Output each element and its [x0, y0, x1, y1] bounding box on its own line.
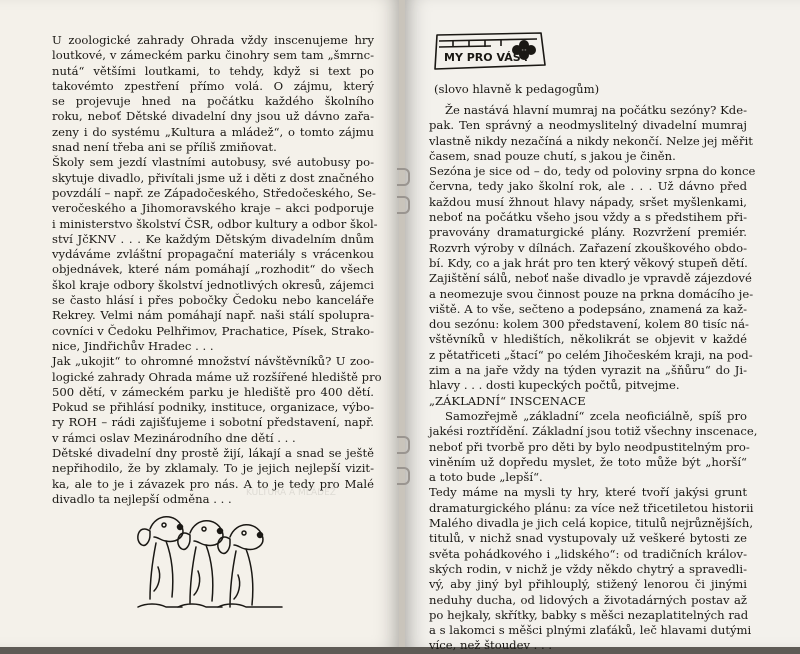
text-line: takovémto zpestření přímo volá. O zájmu, který: [52, 78, 374, 93]
text-line: viněním už dopředu myslet, že toto může být „horší“: [429, 454, 747, 469]
text-line: i ministerstvo školství ČSR, odbor kultury a odbor škol-: [52, 216, 378, 231]
left-page-text: [52, 33, 382, 507]
text-line: divadlo ta nejlepší odměna . . .: [52, 491, 232, 506]
text-line: snad není třeba ani se příliš zmiňovat.: [52, 140, 277, 155]
paragraph: [52, 446, 374, 507]
text-line: Rekrey. Velmi nám pomáhají např. naši stálí spolupra-: [52, 308, 374, 323]
text-line: logické zahrady Ohrada máme už rozšířené hlediště pro: [52, 369, 382, 384]
paragraph: [52, 33, 374, 155]
text-line: roku, neboť Dětské divadelní dny jsou už dávno zařa-: [52, 109, 374, 124]
text-line: zim a na jaře vždy na týden vyrazit na „šňůru“ do Ji-: [429, 363, 747, 378]
text-line: titulů, v nichž snad vystupovaly už veškeré bytosti ze: [429, 531, 747, 546]
paragraph: [429, 103, 753, 164]
text-line: z pětatřiceti „štací“ po celém Jihočeském kraji, na pod-: [429, 347, 753, 362]
section-subtitle: (slovo hlavně k pedagogům): [434, 82, 600, 96]
paragraph: [52, 354, 382, 446]
staple-icon: [397, 196, 410, 214]
text-line: dramaturgického plánu: za více než třicetiletou historii: [429, 500, 754, 515]
text-line: a toto bude „lepší“.: [429, 470, 543, 485]
text-line: jakési roztřídění. Základní jsou totiž všechny inscenace,: [429, 424, 758, 439]
text-line: škol kraje odbory školství jednotlivých okresů, zájemci: [52, 277, 374, 292]
staple-icon: [397, 467, 410, 485]
text-line: Samozřejmě „základní“ zcela neoficiálně, spíš pro: [445, 408, 747, 423]
text-line: Sezóna je sice od – do, tedy od poloviny srpna do konce: [429, 164, 756, 179]
text-line: covníci v Čedoku Pelhřimov, Prachatice, Písek, Strako-: [52, 323, 374, 338]
text-line: Pokud se přihlásí podniky, instituce, organizace, výbo-: [52, 400, 374, 415]
staple-icon: [397, 436, 410, 454]
show-through-heading: KULTURA A MLÁDEŽ: [246, 488, 336, 498]
text-line: v rámci oslav Mezinárodního dne dětí . . .: [52, 430, 296, 445]
text-line: světa pohádkového i „lidského“: od tradičních králov-: [429, 546, 747, 561]
dog-puppets-illustration: [132, 507, 294, 615]
text-line: dou sezónu: kolem 300 představení, kolem 80 tisíc ná-: [429, 317, 749, 332]
text-line: U zoologické zahrady Ohrada vždy inscenujeme hry: [52, 33, 374, 47]
text-line: Že nastává hlavní mumraj na počátku sezóny? Kde-: [445, 103, 747, 117]
text-line: 500 dětí, v zámeckém parku je hlediště pro 400 dětí.: [52, 384, 374, 399]
logo-label: MY PRO VÁS: [444, 51, 521, 64]
text-line: bí. Kdy, co a jak hrát pro ten který věkový stupeň dětí.: [429, 255, 748, 270]
section-heading: „ZÁKLADNÍ“ INSCENACE: [429, 393, 586, 408]
text-line: vý, aby jiný byl přihlouplý, stižený lenorou či jinými: [429, 577, 747, 592]
text-line: Rozvrh výroby v dílnách. Zařazení zkouškového obdo-: [429, 240, 747, 255]
text-line: Zajištění sálů, neboť naše divadlo je vpravdě zájezdové: [429, 271, 752, 286]
text-line: objednávek, které nám pomáhají „rozhodit“ do všech: [52, 262, 374, 277]
text-line: neboť na počátku všeho jsou vždy a s předstihem při-: [429, 210, 747, 225]
paragraph: [52, 155, 378, 354]
text-line: loutkové, v zámeckém parku činohry sem tam „šmrnc-: [52, 48, 374, 63]
text-line: vlastně nikdy nezačíná a nikdy nekončí. Nelze jej měřit: [429, 133, 753, 148]
text-line: ry ROH – rádi zajišťujeme i sobotní představení, např.: [52, 415, 374, 430]
text-line: neboť při tvorbě pro děti by bylo neodpustitelným pro-: [429, 439, 750, 454]
text-line: pak. Ten správný a neodmyslitelný divadelní mumraj: [429, 118, 747, 133]
right-page-text: [429, 103, 758, 654]
text-line: se projevuje hned na počátku každého školního: [52, 94, 374, 109]
text-line: ských rodin, v nichž je vždy někdo chytrý a spravedli-: [429, 561, 747, 576]
text-line: Jak „ukojit“ to ohromné množství návštěvníků? U zoo-: [52, 354, 374, 369]
text-line: nice, Jindřichův Hradec . . .: [52, 338, 214, 353]
paragraph: [429, 164, 756, 393]
text-line: vydáváme zvláštní propagační materiály s vrácenkou: [52, 247, 374, 262]
text-line: skytuje divadlo, přivítali jsme už i děti z dost značného: [52, 170, 374, 185]
text-line: více, než štoudev . . .: [429, 638, 553, 653]
book-gutter: [399, 0, 405, 647]
text-line: nutá“ většími loutkami, to tehdy, když si text po: [52, 63, 374, 78]
text-line: po hejkaly, skřítky, babky s měšci nezaplatitelných rad: [429, 607, 749, 622]
paragraph: [429, 408, 758, 485]
text-line: každou musí žhnout hlavy nápady, sršet myšlenkami,: [429, 194, 747, 209]
text-line: viště. A to vše, sečteno a podepsáno, znamená za kaž-: [429, 301, 747, 316]
text-line: Malého divadla je jich celá kopice, titulů nejrůznějších,: [429, 516, 754, 531]
text-line: a s lakomci s měšci plnými zlaťáků, leč hlavami dutými: [429, 623, 752, 638]
text-line: pravovány dramaturgické plány. Rozvržení premiér.: [429, 225, 747, 240]
text-line: zeny i do systému „Kultura a mládež“, o tomto zájmu: [52, 124, 374, 139]
text-line: vštěvníků v hledištích, několikrát se objevit v každé: [429, 332, 747, 347]
text-line: veročeského a Jihomoravského kraje – akci podporuje: [52, 201, 374, 216]
text-line: Školy sem jezdí vlastními autobusy, své autobusy po-: [52, 155, 374, 170]
text-line: Tedy máme na mysli ty hry, které tvoří jakýsi grunt: [429, 485, 747, 500]
text-line: se často hlásí i přes pobočky Čedoku nebo kanceláře: [52, 293, 374, 308]
text-line: června, tedy jako školní rok, ale . . . Už dávno před: [429, 179, 747, 194]
text-line: ka, ale to je i závazek pro nás. A to je tedy pro Malé: [52, 476, 374, 491]
text-line: hlavy . . . dosti kupeckých počtů, pitvejme.: [429, 378, 680, 393]
text-line: nepřihodilo, že by zklamaly. To je jejich nejlepší vizit-: [52, 461, 374, 476]
text-line: neduhy ducha, od lidových a životadárných postav až: [429, 592, 747, 607]
staple-icon: [397, 168, 410, 186]
text-line: ství JčKNV . . . Ke každým Dětským divadelním dnům: [52, 231, 374, 246]
text-line: a neomezuje svou činnost pouze na prkna domácího je-: [429, 286, 754, 301]
text-line: časem, snad pouze chutí, s jakou je činěn.: [429, 148, 676, 163]
text-line: Dětské divadelní dny prostě žijí, lákají a snad se ještě: [52, 446, 374, 461]
text-line: povzdálí – např. ze Západočeského, Středočeského, Se-: [52, 185, 376, 200]
paragraph: [429, 485, 754, 653]
